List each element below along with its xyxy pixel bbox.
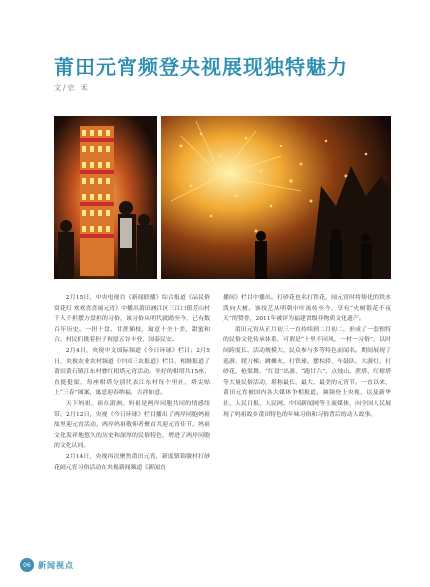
page-number: 06 bbox=[20, 558, 34, 572]
article-title: 莆田元宵频登央视展现独特魅力 bbox=[54, 55, 348, 79]
paragraph: 2月15日，中央电视台《新闻联播》综合报道《品民俗赏花灯 欢欢喜喜闹元宵》中播出莆田涵江区三江口镇芳山村千人千担摆方盘担的习俗，该习俗从明代就踏至今，已有数百年历史。一担十盘，甘蔗插枝，寓意十全十美，甜蜜和合。村民们挑着担子祝愿五谷丰登、国泰民安。 bbox=[54, 295, 210, 344]
page-footer bbox=[20, 558, 74, 572]
paragraph: 播间》栏目中播出。打砂花也名打铁花，闹元宵时将熔化的铁水泼向大树。该技艺从明朝中叶流传至今，享有“火树银花不夜天”的赞誉，2011年被评为福建省级非物质文化遗产。 bbox=[223, 295, 391, 323]
byline: 文/宗 禾 bbox=[54, 84, 90, 92]
iron-sparks-photo bbox=[161, 116, 391, 279]
paragraph: 2月14日，央视再次聚焦莆田元宵，新度镇锦墩村打砂花闹元宵习俗活动在央视新闻频道《新闻直 bbox=[54, 453, 210, 471]
paragraph: 天下妈祖，祖在湄洲。妈祖是两岸同胞共同的情感纽带。2月12日，央视《今日环球》栏目播出了两岸同胞妈祖故里迎元宵活动，两岸妈祖敬仰者聚首共迎元宵佳节。妈祖文化发祥地悠久的历史和深厚的民俗特色，增进了两岸同胞的文化认同。 bbox=[54, 400, 210, 450]
paragraph: 2月4日，央视中文国际频道《今日环球》栏目；2月5日，央视农业农村频道《中国三农报道》栏目，相继报道了莆田黄石镇江东村叠红柑塔元宵活动。坐好的柑塔共15座，直挺挺梁，每座柑塔分别代表江东村每个里社，塔尖贴上“三春”图案，寓意迎春纳福，吉祥如意。 bbox=[54, 347, 210, 397]
parade-illustration bbox=[54, 116, 157, 279]
article-column-left bbox=[54, 293, 210, 473]
parade-photo bbox=[54, 116, 157, 279]
paragraph: 莆田元宵从正月初三一直持续到二月初二，形成了一套独特的民俗文化传承体系，可谓是“十里不同风，一村一习俗”，以时间跨度长、活动规模大、民众参与多等特色而闻名。期间展现了巡游、爬刀梯、跳傩火、打铁球、摆棕轿、车鼓队、大游灯、打砂花、枪渠舞、“红盘”出游、“跑甘六”、点烛山、蔗塔、红柑塔等大量民俗活动，堪称最长、最大、最美的元宵节。一直以来，莆田元宵被国内各大媒体争相报道，频频登上央视，以及新华社、人民日报、人民网、中国新闻网等主流媒体，向全国人民展现了妈祖故乡莆田特色的年味习俗和习俗背后的动人故事。 bbox=[223, 326, 391, 418]
column-name: 新闻视点 bbox=[38, 559, 74, 570]
iron-sparks-illustration bbox=[161, 116, 391, 279]
article-column-right bbox=[223, 293, 391, 420]
